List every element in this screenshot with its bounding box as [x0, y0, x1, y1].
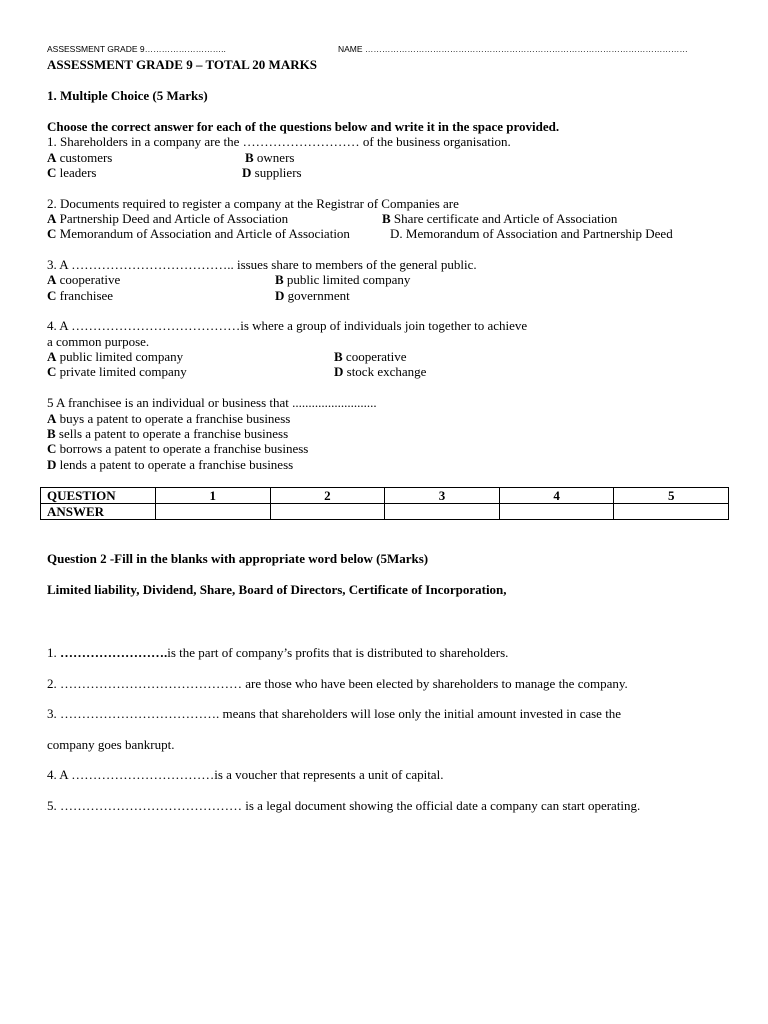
- option-letter: D: [275, 288, 285, 303]
- q3-stem: 3. A ……………………………….. issues share to members of the general public.: [47, 257, 477, 272]
- blank-line[interactable]: ……………………………….: [60, 706, 220, 721]
- option-letter: B: [275, 272, 284, 287]
- option-text: D. Memorandum of Association and Partnership Deed: [390, 226, 673, 241]
- option-text: sells a patent to operate a franchise business: [58, 426, 289, 441]
- table-row: [41, 504, 729, 520]
- blank-line[interactable]: ……………………………………: [60, 798, 242, 813]
- blank-line[interactable]: ……………………………: [71, 767, 215, 782]
- fill-item-3: [47, 706, 621, 721]
- item-text: is the part of company’s profits that is distributed to shareholders.: [167, 645, 509, 660]
- option-letter: B: [382, 211, 391, 226]
- option-letter: D: [334, 364, 344, 379]
- option-letter: C: [47, 165, 57, 180]
- item-text: is a voucher that represents a unit of capital.: [214, 767, 444, 782]
- q2-stem: 2. Documents required to register a company at the Registrar of Companies are: [47, 196, 459, 211]
- table-question-number: 3: [385, 488, 500, 504]
- option-letter: B: [334, 349, 343, 364]
- fill-item-3-continued: company goes bankrupt.: [47, 737, 175, 752]
- item-text: means that shareholders will lose only the initial amount invested in case the: [219, 706, 622, 721]
- q1-option-a: [47, 150, 112, 165]
- option-text: private limited company: [59, 364, 187, 379]
- option-text: Share certificate and Article of Association: [393, 211, 618, 226]
- item-number: 2.: [47, 676, 60, 691]
- q4-option-b: [334, 349, 407, 364]
- option-text: borrows a patent to operate a franchise business: [59, 441, 309, 456]
- item-number: 4. A: [47, 767, 72, 782]
- blank-line[interactable]: …………………….: [60, 645, 168, 660]
- option-text: customers: [59, 150, 113, 165]
- option-letter: D: [242, 165, 252, 180]
- option-letter: C: [47, 364, 57, 379]
- q3-option-d: [275, 288, 350, 303]
- q1-option-b: [245, 150, 294, 165]
- q1-option-d: [242, 165, 302, 180]
- header-grade: ASSESSMENT GRADE 9………………………..: [47, 44, 226, 54]
- q5-option-c: [47, 441, 308, 456]
- table-row: [41, 488, 729, 504]
- q2-option-b: [382, 211, 617, 226]
- q4-option-a: [47, 349, 183, 364]
- option-text: buys a patent to operate a franchise business: [59, 411, 291, 426]
- option-letter: B: [47, 426, 56, 441]
- q5-option-a: [47, 411, 290, 426]
- option-text: government: [287, 288, 350, 303]
- option-text: Memorandum of Association and Article of Association: [59, 226, 350, 241]
- table-question-number: 1: [156, 488, 271, 504]
- option-letter: A: [47, 211, 57, 226]
- option-letter: D: [47, 457, 57, 472]
- answer-cell-5[interactable]: [614, 504, 729, 520]
- option-letter: A: [47, 349, 57, 364]
- option-letter: A: [47, 411, 57, 426]
- answer-cell-3[interactable]: [385, 504, 500, 520]
- answer-table: [40, 487, 729, 520]
- fill-item-4: [47, 767, 443, 782]
- option-text: owners: [256, 150, 295, 165]
- item-number: 5.: [47, 798, 60, 813]
- q4-stem: 4. A …………………………………is where a group of individuals join together to achieve: [47, 318, 528, 333]
- option-letter: A: [47, 150, 57, 165]
- q4-option-d: [334, 364, 426, 379]
- table-question-number: 4: [499, 488, 614, 504]
- table-header-question: QUESTION: [41, 488, 156, 504]
- option-letter: B: [245, 150, 254, 165]
- item-text: are those who have been elected by shareholders to manage the company.: [242, 676, 628, 691]
- q3-option-b: [275, 272, 410, 287]
- option-text: franchisee: [59, 288, 114, 303]
- section1-heading: 1. Multiple Choice (5 Marks): [47, 88, 208, 103]
- q4-stem-continued: a common purpose.: [47, 334, 150, 349]
- fill-item-5: [47, 798, 640, 813]
- fill-item-2: [47, 676, 628, 691]
- option-text: cooperative: [345, 349, 407, 364]
- section2-heading: Question 2 -Fill in the blanks with appropriate word below (5Marks): [47, 551, 429, 566]
- option-text: cooperative: [59, 272, 121, 287]
- table-question-number: 5: [614, 488, 729, 504]
- item-number: 3.: [47, 706, 60, 721]
- item-text: is a legal document showing the official date a company can start operating.: [242, 798, 641, 813]
- option-letter: A: [47, 272, 57, 287]
- page-title: ASSESSMENT GRADE 9 – TOTAL 20 MARKS: [47, 57, 317, 72]
- q5-option-b: [47, 426, 288, 441]
- fill-item-1: [47, 645, 508, 660]
- option-text: stock exchange: [346, 364, 427, 379]
- option-letter: C: [47, 226, 57, 241]
- word-bank: Limited liability, Dividend, Share, Board of Directors, Certificate of Incorporation,: [47, 582, 507, 597]
- q2-option-d: [390, 226, 673, 241]
- option-letter: C: [47, 441, 57, 456]
- option-text: leaders: [59, 165, 97, 180]
- q5-option-d: [47, 457, 293, 472]
- option-text: suppliers: [254, 165, 302, 180]
- q1-stem: 1. Shareholders in a company are the ……………………… of the business organisation.: [47, 134, 511, 149]
- q4-option-c: [47, 364, 187, 379]
- item-number: 1.: [47, 645, 60, 660]
- q3-option-a: [47, 272, 120, 287]
- q3-option-c: [47, 288, 113, 303]
- option-letter: C: [47, 288, 57, 303]
- q5-stem: 5 A franchisee is an individual or business that ..........................: [47, 395, 377, 410]
- answer-cell-1[interactable]: [156, 504, 271, 520]
- table-question-number: 2: [270, 488, 385, 504]
- q2-option-c: [47, 226, 350, 241]
- q2-option-a: [47, 211, 288, 226]
- option-text: Partnership Deed and Article of Association: [59, 211, 289, 226]
- option-text: public limited company: [59, 349, 184, 364]
- blank-line[interactable]: ……………………………………: [60, 676, 242, 691]
- option-text: public limited company: [286, 272, 411, 287]
- header-name-field: NAME ……………………………………………………………………………………………………: [338, 44, 688, 54]
- answer-cell-2[interactable]: [270, 504, 385, 520]
- table-header-answer: ANSWER: [41, 504, 156, 520]
- option-text: lends a patent to operate a franchise business: [59, 457, 294, 472]
- answer-cell-4[interactable]: [499, 504, 614, 520]
- q1-option-c: [47, 165, 96, 180]
- section1-instruction: Choose the correct answer for each of the questions below and write it in the space provided.: [47, 119, 560, 134]
